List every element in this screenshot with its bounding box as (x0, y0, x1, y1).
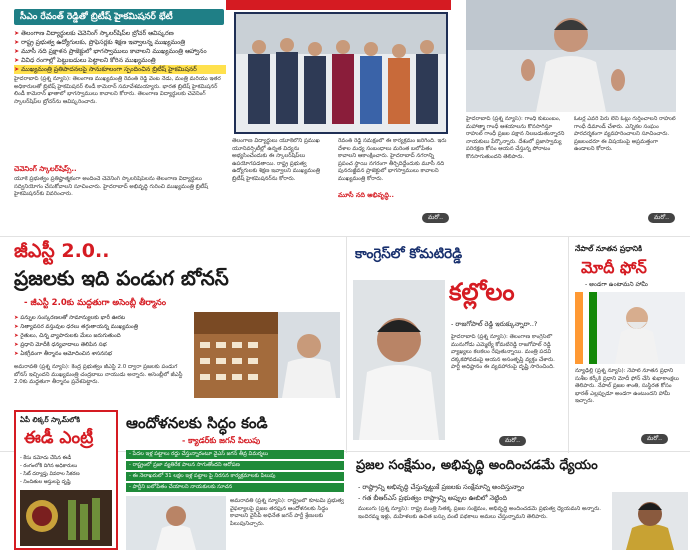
modi-headline: మోదీ ఫోన్ (581, 258, 647, 277)
modi-story (569, 238, 690, 450)
bullet-item: - ఈ నెలాఖరులో 31 లక్షల ఇళ్ల పట్టాల పై నిరసన కార్యక్రమాలకు పిలుపు (126, 472, 344, 481)
bullet-item: - రంగంలోకి దిగిన అధికారులు (20, 463, 78, 469)
top-right-story (452, 0, 690, 235)
bullet-item: - కేసు నమోదు చేసిన ఈడీ (20, 455, 72, 461)
bullet-item: ➤ రాష్ట్ర ప్రభుత్వ ఉద్యోగులకు, ప్రొఫెసర్లకు శిక్షణ ఇవ్వాలన్న ముఖ్యమంత్రి (14, 39, 186, 46)
read-more-button[interactable]: మరో.. (648, 213, 675, 223)
read-more-button[interactable]: మరో.. (499, 436, 526, 446)
gst-subhead: - జీఎస్టీ 2.0కు మద్దతుగా అసెంబ్లీ తీర్మానం (24, 298, 167, 308)
welfare-body: ములుగు (ప్రశ్న న్యూస్): రాష్ట్ర మంత్రి సీతక్క ప్రజల సంక్షేమం, అభివృద్ధి అందించడమే ప్రభుత్వ ధ్యేయమని అన్నారు. ఇందిరమ్మ ఇళ్లు, మహిళలకు ఉచిత బస్సు వంటి పథకాలు అమలు చేస్తున్నామని తెలిపారు. (358, 506, 602, 520)
bullet-icon: ➤ (14, 39, 22, 46)
assembly-photo (194, 312, 340, 398)
minister-illustration (612, 492, 688, 550)
meeting-illustration (236, 14, 448, 134)
congress-highlight: కల్లోలం (449, 278, 515, 306)
bullet-icon: ➤ (14, 66, 22, 73)
ed-headline: ఈడీ ఎంట్రీ (24, 428, 94, 448)
bullet-item: ➤ నిత్యావసర వస్తువుల ధరలు తగ్గుతాయన్న ముఖ్యమంత్రి (14, 324, 138, 330)
story-body-right: రేవంత్ రెడ్డి సమక్షంలో ఈ కార్యక్రమం జరిగింది. ఇరు దేశాల మధ్య సంబంధాలు మరింత బలోపేతం కావాలని ఆకాంక్షించారు. హైదరాబాద్ నగరాన్ని ప్రపంచ స్థాయి నగరంగా తీర్చిదిద్దేందుకు మూసీ నది పునరుజ్జీవన ప్రాజెక్టులో భాగస్వాములు కావాలని ముఖ్యమంత్రి కోరారు. (338, 138, 447, 182)
read-more-button[interactable]: మరో.. (422, 213, 449, 223)
story-col-2: ఓటర్ల ఎవరి పేరు లేని ఓట్లు గుర్తించాలని రాహుల్ గాంధీ డిమాండ్ చేశారు. ఎన్నికల సంఘం పారదర్శకంగా వ్యవహరించాలని సూచించారు. ప్రజలందరూ ఈ విషయంపై అప్రమత్తంగా ఉండాలని కోరారు. (574, 116, 676, 153)
rahul-photo (466, 0, 676, 112)
bullet-item: ➤ ప్రధాని మోదీకి ధన్యవాదాలు తెలిపిన సభ (14, 342, 107, 348)
top-mid-red-banner (226, 0, 451, 10)
welfare-story (348, 452, 690, 550)
story-headline-bar (14, 9, 224, 25)
congress-headline: కాంగ్రెస్‌లో కోమటిరెడ్డి (355, 246, 463, 262)
gst-bullets (14, 314, 190, 359)
welfare-headline: ప్రజల సంక్షేమం, అభివృద్ధి అందించడమే ధ్యేయం (356, 458, 598, 473)
protest-subhead: - క్యాడర్‌కు జగన్ పిలుపు (182, 436, 261, 445)
welfare-bullets (358, 482, 608, 504)
bullet-icon: ➤ (14, 315, 21, 321)
bullet-item: - పేదల ఇళ్ల పట్టాలు రద్దు చేస్తున్నారంటూ వైఎస్ జగన్ తీవ్ర విమర్శలు (126, 450, 344, 459)
jagan-photo (126, 496, 226, 550)
bullet-item: - సిట్ దర్యాప్తు వివరాల సేకరణ (20, 471, 80, 477)
assembly-illustration (194, 312, 340, 398)
komatireddy-photo (353, 280, 445, 440)
bullet-item: - రాష్ట్రంలో ప్రజా వ్యతిరేక పాలన సాగుతోందని ఆరోపణ (126, 461, 344, 470)
bullet-icon: ➤ (14, 333, 21, 339)
speaker-illustration (466, 0, 676, 112)
bullet-icon: ➤ (14, 324, 21, 330)
story-subhead: చెవెనింగ్ స్కాలర్‌షిప్స్.. (14, 165, 77, 173)
bullet-icon: ➤ (14, 57, 22, 64)
read-more-button[interactable]: మరో.. (641, 434, 668, 444)
ed-bullets (20, 454, 112, 486)
gst-body: అమరావతి (ప్రశ్న న్యూస్): కేంద్ర ప్రభుత్వం జీఎస్టీ 2.0 ద్వారా ప్రజలకు పండుగ బోనస్ ఇచ్చిందని ముఖ్యమంత్రి చంద్రబాబు నాయుడు అన్నారు. అసెంబ్లీలో జీఎస్టీ 2.0కు మద్దతుగా తీర్మానం ప్రవేశపెట్టారు. (14, 364, 183, 386)
congress-body: హైదరాబాద్ (ప్రశ్న న్యూస్): తెలంగాణ కాంగ్రెస్‌లో మునుగోడు ఎమ్మెల్యే కోమటిరెడ్డి రాజగోపాల్ రెడ్డి వ్యాఖ్యలు కలకలం రేపుతున్నాయి. మంత్రి పదవి దక్కకపోవడంపై ఆయన అసంతృప్తి వ్యక్తం చేశారు. పార్టీ అధిష్టానం ఈ వ్యవహారంపై దృష్టి సారించింది. (451, 334, 555, 371)
politician-illustration (126, 496, 226, 550)
bullet-icon: ➤ (14, 30, 22, 37)
bullet-item: ➤ పన్నుల సంస్కరణలతో సామాన్యులకు భారీ ఊరట (14, 315, 126, 321)
meeting-photo (234, 12, 448, 134)
h-divider (0, 236, 690, 237)
modi-kicker: నేపాల్ నూతన ప్రధానికి (575, 244, 642, 253)
bullet-item: ➤ ముఖ్యమంత్రి ప్రతిపాదనలపై సానుకూలంగా స్పందించిన బ్రిటీష్ హైకమిషనర్ (14, 65, 226, 74)
bullet-item: ➤ రైతులు, చిన్న వ్యాపారులకు మేలు జరుగుతుంది (14, 333, 121, 339)
ed-story (14, 410, 118, 550)
story-headline: సీఎం రేవంత్ రెడ్డితో బ్రిటీష్ హైకమిషనర్ భేటీ (20, 12, 173, 22)
leader-illustration (575, 292, 685, 364)
liquor-bottles-illustration (20, 490, 112, 546)
modi-subhead: - అండగా ఉంటామని హామీ (585, 281, 648, 288)
top-left-story (0, 0, 225, 235)
bullet-item: - రాష్ట్రాన్ని అభివృద్ధి చేస్తున్నట్టుకే ప్రజలకు సంక్షేమాన్ని అందిస్తున్నాం (358, 483, 525, 491)
bullet-item: - పార్టీని బలోపేతం చేయాలని నాయకులకు సూచన (126, 483, 344, 492)
bullet-item: ➤ తెలంగాణ విద్యార్థులకు చెవెనింగ్ స్కాలర్‌షిప్‌ల బ్రోచర్ ఆవిష్కరణ (14, 30, 174, 37)
story-body: హైదరాబాద్ (ప్రశ్న న్యూస్): తెలంగాణ ముఖ్యమంత్రి రేవంత్ రెడ్డి వెంట నేడు, మంత్రి మరియు ఇతర అధికారులతో బ్రిటిష్ హైకమిషనర్ లిండీ కామెరాన్ సమావేశమయ్యారు. భారత బ్రిటిష్ హైకమిషనర్ లిండీ కామెరాన్ ఖాతాలో భాగస్వాములు కావాలని కోరారు. తెలంగాణ విద్యార్థులకు చెవెనింగ్ స్కాలర్‌షిప్‌ల బ్రోచర్‌ను ఆవిష్కరించారు. (14, 76, 221, 105)
politician-illustration (353, 280, 445, 440)
modi-body: న్యూఢిల్లీ (ప్రశ్న న్యూస్): నేపాల్ నూతన ప్రధాని సుశీల కర్కీకి ప్రధాని మోదీ ఫోన్ చేసి శుభాకాంక్షలు తెలిపారు. నేపాల్ ప్రజల శాంతి, సుస్థిరత కోసం భారత్ ఎల్లప్పుడూ అండగా ఉంటుందని హామీ ఇచ్చారు. (575, 368, 679, 405)
modi-photo (575, 292, 685, 364)
ed-logo-photo (20, 490, 112, 546)
top-mid-story (226, 0, 451, 235)
story-col-1: హైదరాబాద్ (ప్రశ్న న్యూస్): గాంధీ కుటుంబం, మహాత్మా గాంధీ ఆశయాలను కొనసాగిస్తూ రాహుల్ గాంధీ ప్రజల పక్షాన నిలబడుతున్నారని నాయకులు పేర్కొన్నారు. దేశంలో ప్రజాస్వామ్య పరిరక్షణ కోసం ఆయన చేస్తున్న పోరాటం కొనసాగుతుందని తెలిపారు. (466, 116, 565, 160)
bullet-icon: ➤ (14, 48, 22, 55)
congress-subhead: - రాజగోపాల్ రెడ్డి ఇరుక్కున్నారా..? (451, 320, 538, 328)
congress-story (347, 238, 568, 450)
bullet-icon: ➤ (14, 351, 21, 357)
protest-bullets (126, 450, 344, 494)
bullet-item: ➤ ఏకగ్రీవంగా తీర్మానం ఆమోదించిన శాసనసభ (14, 351, 112, 357)
story-body-left: తెలంగాణ విద్యార్థులు యూకేలోని ప్రముఖ యూనివర్సిటీల్లో ఉన్నత విద్యను అభ్యసించేందుకు ఈ స్కాలర్‌షిప్‌లు ఉపయోగపడతాయి. రాష్ట్ర ప్రభుత్వ ఉద్యోగులకు శిక్షణ ఇవ్వాలని ముఖ్యమంత్రి బ్రిటీష్ హైకమిషనర్‌ను కోరారు. (232, 138, 320, 182)
seethakka-photo (612, 492, 688, 550)
gst-kicker: జీఎస్టీ 2.0.. (14, 240, 110, 262)
bullet-icon: ➤ (14, 342, 21, 348)
gst-headline: ప్రజలకు ఇది పండుగ బోనస్ (14, 266, 229, 290)
story-body-2: యూకే ప్రభుత్వం ప్రతిష్టాత్మకంగా అందించే చెవెనింగ్ స్కాలర్‌షిప్‌లను తెలంగాణ విద్యార్థులు సద్వినియోగం చేసుకోవాలని సూచించారు. హైదరాబాద్ అభివృద్ధి గురించి ముఖ్యమంత్రి బ్రిటీష్ హైకమిషనర్‌కు వివరించారు. (14, 176, 209, 198)
protest-headline: ఆందోళనలకు సిద్ధం కండి (126, 414, 268, 432)
bullet-item: - గత బీఆర్ఎస్ ప్రభుత్వం రాష్ట్రాన్ని అప్పుల ఊబిలో నెట్టింది (358, 494, 508, 502)
story-bullets (14, 29, 226, 74)
bullet-item: - నిందితుల ఆస్తులపై దృష్టి (20, 479, 71, 485)
protest-story (120, 412, 348, 550)
bullet-item: ➤ వివిధ రంగాల్లో పెట్టుబడులు పెట్టాలని కోరిన ముఖ్యమంత్రి (14, 57, 156, 64)
ed-kicker: ఏపీ లిక్కర్ స్కామ్‌లోకి (20, 416, 80, 424)
story-subhead: మూసీ నది అభివృద్ధి.. (338, 191, 394, 199)
protest-body: అమరావతి (ప్రశ్న న్యూస్): రాష్ట్రంలో కూటమి ప్రభుత్వ వైఫల్యాలపై ప్రజల తరఫున ఆందోళనలకు సిద్ధం కావాలని వైసీపీ అధినేత జగన్ పార్టీ శ్రేణులకు పిలుపునిచ్చారు. (230, 498, 344, 527)
bullet-item: ➤ మూసీ నది ప్రక్షాళన ప్రాజెక్టులో భాగస్వాములు కావాలని ముఖ్యమంత్రి ఆహ్వానం (14, 48, 207, 55)
